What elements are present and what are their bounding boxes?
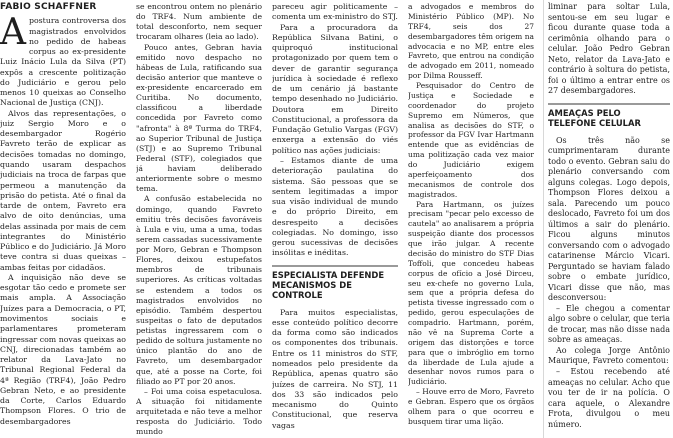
paragraph: A inquisição não deve se esgotar tão cedo e promete ser mais ampla. A Associação Juízes para a Democracia, o PT, movimentos sociais e parlamentares prometeram ingressar com novas queixas ao CNJ, direcionadas também ao relator da Lava-Jato no Tribunal Regional Federal da 4ª Região (TRF4), João Pedro Gebran Neto, e ao presidente da Corte, Carlos Eduardo Thompson Flores. O trio de desembargadores — [0, 272, 126, 426]
paragraph: – Houve erro de Moro, Favreto e Gebran. Espero que os órgãos olhem para o que ocorreu e busquem tirar uma lição. — [408, 387, 534, 426]
paragraph: postura controversa dos magistrados envolvidos no pedido de habeas corpus ao ex-presidente Luiz Inácio Lula da Silva (PT) expôs a crescente politização do Judiciário e gerou pelo menos 10 queixas ao Conselho Nacional de Justiça (CNJ). — [0, 16, 126, 108]
article-column-4 — [408, 2, 534, 438]
paragraph: Para muitos especialistas, esse conteúdo político decorre da forma como são indicados os componentes dos tribunais. Entre os 11 ministros do STF, nomeados pelo presidente da República, apenas quatro são juízes de carreira. No STJ, 11 dos 33 são indicados pelo mecanismo do Quinto Constitucional, que reserva vagas — [272, 307, 398, 430]
paragraph: se encontrou ontem no plenário do TRF4. Num ambiente de total desconforto, nem sequer trocaram olhares (leia ao lado). — [136, 2, 262, 42]
paragraph: Ao colega Jorge Antônio Maurique, Favreto comentou: — [548, 345, 670, 366]
paragraph: – Foi uma coisa espetaculosa. A situação foi nitidamente arquitetada e não teve a melhor resposta do Judiciário. Todo mundo — [136, 386, 262, 437]
paragraph: Para a procuradora da República Silvana Batini, o quiproquó institucional protagonizado por quem tem o dever de garantir segurança jurídica à sociedade é reflexo de um cenário já bastante tempo desenhado no Judiciário. Doutora em Direito Constitucional, a professora da Fundação Getulio Vargas (FGV) enxerga a extensão do viés político nas ações judiciais: — [272, 22, 398, 155]
paragraph: – Estamos diante de uma deterioração paulatina do sistema. São pessoas que se sentem legitimadas a impor sua visão individual de mundo e do próprio Direito, em desrespeito a decisões colegiadas. No domingo, isso gerou sucessivas de decisões insólitas e inéditas. — [272, 155, 398, 258]
paragraph: Pesquisador do Centro de Justiça e Sociedade e coordenador do projeto Supremo em Números, que analisa as decisões do STF, o professor da FGV Ivar Hartmann entende que as evidências de uma politização cada vez maior do Judiciário exigem aperfeiçoamento dos mecanismos de controle dos magistrados. — [408, 81, 534, 199]
paragraph: Para Hartmann, os juízes precisam "pecar pelo excesso de cautela" ao analisarem a própria suspeição diante dos processos que irão julgar. A recente decisão do ministro do STF Dias Toffoli, que concedeu habeas corpus de ofício a José Dirceu, seu ex-chefe no governo Lula, sem que a própria defesa do petista tivesse ingressado com o pedido, gerou especulações de compadrio. Hartmann, porém, não vê na Suprema Corte a origem das distorções e torce para que o imbróglio em torno da liberdade de Lula ajude a desenhar novos rumos para o Judiciário. — [408, 199, 534, 387]
paragraph: – Estou recebendo até ameaças no celular. Acho que vou ter de ir na polícia. O cara aquele, o Alexandre Frota, divulgou o meu número. — [548, 366, 670, 429]
sidebar-divider — [543, 0, 544, 438]
paragraph: Alvos das representações, o juiz Sergio Moro e o desembargador Rogério Favreto terão de explicar as decisões tomadas no domingo, quando usaram despachos judiciais na troca de farpas que permeou a manutenção da prisão do petista. Até o final da tarde de ontem, Favreto era alvo de oito denúncias, uma delas assinada por mais de cem integrantes do Ministério Público e do Judiciário. Já Moro teve contra si duas queixas – ambas feitas por cidadãos. — [0, 108, 126, 272]
article-column-2 — [136, 2, 262, 438]
article-column-3 — [272, 2, 398, 438]
paragraph: Pouco antes, Gebran havia emitido novo despacho no hábeas de Lula, ratificando sua decisão anterior que manteve o ex-presidente encarcerado em Curitiba. No documento, classificou a liberdade concedida por Favreto como "afronta" à 8ª Turma do TRF4, ao Superior Tribunal de Justiça (STJ) e ao Supremo Tribunal Federal (STF), colegiados que já haviam deliberado anteriormente sobre o mesmo tema. — [136, 42, 262, 194]
paragraph: a advogados e membros do Ministério Público (MP). No TRF4, seis dos 27 desembargadores têm origem na advocacia e no MP, entre eles Favreto, que entrou na condição de advogado em 2011, nomeado por Dilma Rousseff. — [408, 2, 534, 81]
paragraph: – Ele chegou a comentar algo sobre o celular, que teria de trocar, mas não disse nada sobre as ameaças. — [548, 303, 670, 345]
paragraph: pareceu agir politicamente – comenta um ex-ministro do STJ. — [272, 2, 398, 22]
paragraph: Os três não se cumprimentaram durante todo o evento. Gebran saiu do plenário conversando com alguns colegas. Logo depois, Thompson Flores deixou a sala. Parecendo um pouco deslocado, Favreto foi um dos últimos a sair do plenário. Ficou alguns minutos conversando com o advogado catarinense Márcio Vicari. Perguntado se haviam falado sobre o embate jurídico, Vicari disse que não, mas desconversou: — [548, 135, 670, 303]
section-subhead: ESPECIALISTA DEFENDE MECANISMOS DE CONTROLE — [272, 265, 398, 300]
sidebar-column — [548, 2, 670, 438]
sidebar-subhead: AMEAÇAS PELO TELEFONE CELULAR — [548, 103, 670, 128]
article-column-1 — [0, 2, 126, 438]
drop-cap: A — [0, 12, 26, 54]
paragraph: liminar para soltar Lula, sentou-se em seu lugar e ficou durante quase toda a cerimônia olhando para o celular. João Pedro Gebran Neto, relator da Lava-Jato e contrário à soltura do petista, foi o último a entrar entre os 27 desembargadores. — [548, 2, 670, 96]
byline: FÁBIO SCHAFFNER — [0, 2, 97, 12]
paragraph: A confusão estabelecida no domingo, quando Favreto emitiu três decisões favoráveis à Lula e viu, uma a uma, todas serem cassadas sucessivamente por Moro, Gebran e Thompson Flores, deixou estupefatos membros de tribunais superiores. As críticas voltadas se estendem a todos os magistrados envolvidos no episódio. Também despertou suspeitas o fato de deputados petistas ingressarem com o pedido de soltura justamente no único plantão do ano de Favreto, um desembargador que, até a posse na Corte, foi filiado ao PT por 20 anos. — [136, 194, 262, 386]
